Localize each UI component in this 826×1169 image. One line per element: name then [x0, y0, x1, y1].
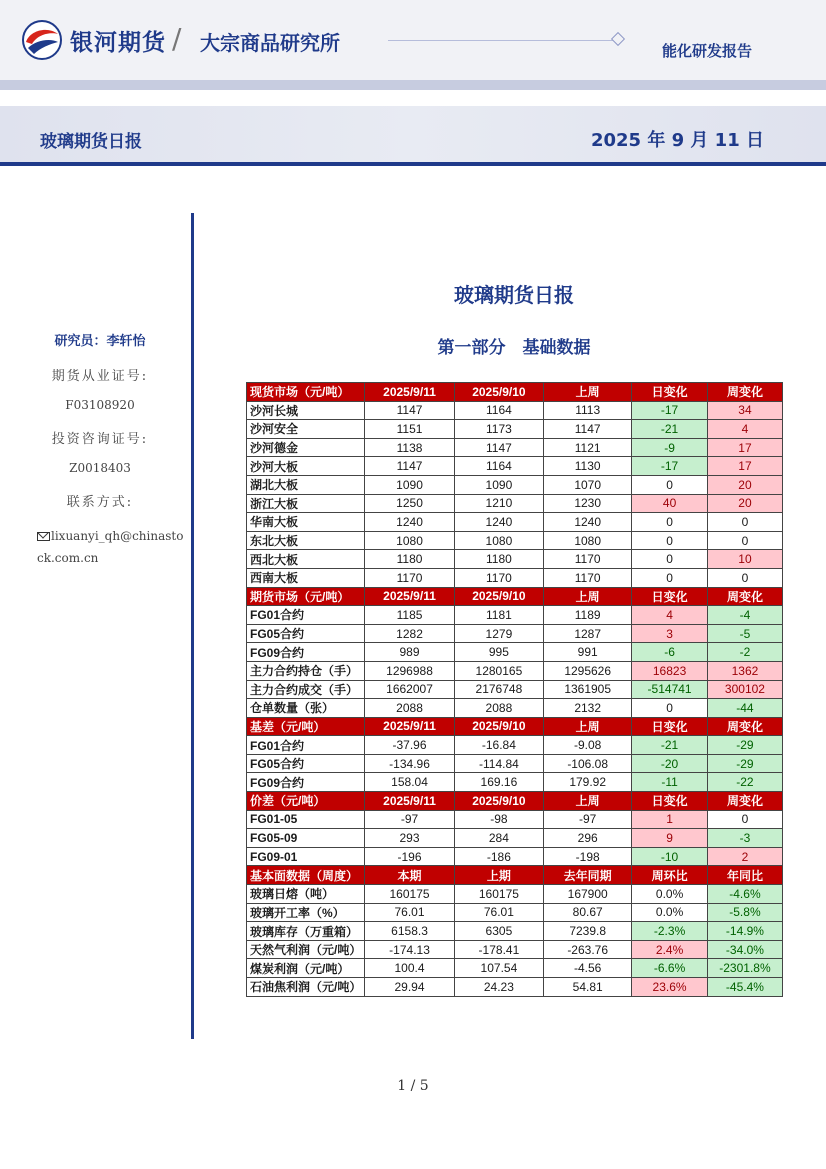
value-cell: 1362 [707, 661, 782, 680]
row-label-cell: FG05合约 [247, 624, 365, 643]
value-cell: 1130 [544, 457, 632, 476]
value-cell: 6158.3 [365, 922, 454, 941]
row-label-cell: 基本面数据（周度） [247, 866, 365, 885]
value-cell: 1240 [365, 513, 454, 532]
row-label-cell: 西北大板 [247, 550, 365, 569]
value-cell: 1240 [454, 513, 543, 532]
value-cell: -45.4% [707, 978, 782, 997]
table-row [247, 475, 783, 494]
value-cell: 周变化 [707, 792, 782, 811]
value-cell: 1173 [454, 420, 543, 439]
value-cell: 2025/9/11 [365, 717, 454, 736]
value-cell: 1147 [454, 438, 543, 457]
value-cell: 1170 [365, 568, 454, 587]
galaxy-logo-icon [20, 20, 64, 60]
value-cell: 上周 [544, 383, 632, 402]
value-cell: 1181 [454, 606, 543, 625]
value-cell: 1147 [365, 401, 454, 420]
value-cell: 107.54 [454, 959, 543, 978]
value-cell: 0 [707, 810, 782, 829]
table-row [247, 438, 783, 457]
value-cell: -98 [454, 810, 543, 829]
value-cell: -21 [632, 420, 708, 439]
value-cell: 2.4% [632, 940, 708, 959]
value-cell: 2025/9/10 [454, 587, 543, 606]
value-cell: 1113 [544, 401, 632, 420]
value-cell: 2088 [365, 699, 454, 718]
value-cell: 1280165 [454, 661, 543, 680]
value-cell: 1147 [544, 420, 632, 439]
institute-name: 大宗商品研究所 [200, 31, 340, 55]
value-cell: -178.41 [454, 940, 543, 959]
value-cell: 1147 [365, 457, 454, 476]
value-cell: -9 [632, 438, 708, 457]
row-label-cell: 华南大板 [247, 513, 365, 532]
value-cell: 1279 [454, 624, 543, 643]
table-row [247, 624, 783, 643]
value-cell: -6 [632, 643, 708, 662]
value-cell: 1180 [365, 550, 454, 569]
value-cell: -16.84 [454, 736, 543, 755]
value-cell: -37.96 [365, 736, 454, 755]
value-cell: 周变化 [707, 717, 782, 736]
row-label-cell: 现货市场（元/吨） [247, 383, 365, 402]
value-cell: 284 [454, 829, 543, 848]
glass-futures-data-table [246, 382, 783, 997]
value-cell: 1080 [365, 531, 454, 550]
table-body [247, 383, 783, 997]
table-row [247, 401, 783, 420]
table-row [247, 457, 783, 476]
row-label-cell: 玻璃日熔（吨） [247, 885, 365, 904]
value-cell: 1230 [544, 494, 632, 513]
table-row [247, 420, 783, 439]
row-label-cell: 基差（元/吨） [247, 717, 365, 736]
consult-value: Z0018403 [69, 461, 131, 475]
value-cell: 去年同期 [544, 866, 632, 885]
value-cell: -44 [707, 699, 782, 718]
row-label-cell: 西南大板 [247, 568, 365, 587]
value-cell: -263.76 [544, 940, 632, 959]
value-cell: 日变化 [632, 717, 708, 736]
table-row [247, 568, 783, 587]
brand-name: 银河期货 [70, 30, 166, 56]
row-label-cell: 天然气利润（元/吨） [247, 940, 365, 959]
contact-label: 联系方式: [66, 495, 134, 510]
value-cell: -5.8% [707, 903, 782, 922]
value-cell: 24.23 [454, 978, 543, 997]
value-cell: 80.67 [544, 903, 632, 922]
value-cell: 179.92 [544, 773, 632, 792]
value-cell: 0 [707, 531, 782, 550]
value-cell: 2025/9/10 [454, 792, 543, 811]
value-cell: 1250 [365, 494, 454, 513]
value-cell: -2 [707, 643, 782, 662]
value-cell: 1090 [454, 475, 543, 494]
value-cell: 1361905 [544, 680, 632, 699]
table-section-header [247, 383, 783, 402]
value-cell: -186 [454, 847, 543, 866]
value-cell: -6.6% [632, 959, 708, 978]
table-row [247, 903, 783, 922]
value-cell: 1170 [544, 550, 632, 569]
email-contact[interactable] [37, 525, 187, 569]
value-cell: 16823 [632, 661, 708, 680]
value-cell: -97 [365, 810, 454, 829]
value-cell: 17 [707, 438, 782, 457]
value-cell: 6305 [454, 922, 543, 941]
value-cell: 2088 [454, 699, 543, 718]
value-cell: 1 [632, 810, 708, 829]
value-cell: -17 [632, 401, 708, 420]
value-cell: -3 [707, 829, 782, 848]
table-row [247, 829, 783, 848]
value-cell: 1240 [544, 513, 632, 532]
table-row [247, 885, 783, 904]
row-label-cell: 湖北大板 [247, 475, 365, 494]
table-row [247, 680, 783, 699]
row-label-cell: 煤炭利润（元/吨） [247, 959, 365, 978]
value-cell: 17 [707, 457, 782, 476]
value-cell: 1170 [544, 568, 632, 587]
value-cell: 2025/9/11 [365, 587, 454, 606]
value-cell: -198 [544, 847, 632, 866]
header-stripe [0, 80, 826, 90]
value-cell: 0.0% [632, 885, 708, 904]
value-cell: -14.9% [707, 922, 782, 941]
value-cell: 7239.8 [544, 922, 632, 941]
row-label-cell: 仓单数量（张） [247, 699, 365, 718]
value-cell: -29 [707, 754, 782, 773]
value-cell: 167900 [544, 885, 632, 904]
value-cell: 1080 [454, 531, 543, 550]
value-cell: 2132 [544, 699, 632, 718]
value-cell: 上周 [544, 587, 632, 606]
document-title: 玻璃期货日报 [454, 283, 574, 307]
author-sidebar [20, 330, 180, 524]
value-cell: -514741 [632, 680, 708, 699]
value-cell: 2025/9/11 [365, 383, 454, 402]
value-cell: 0 [632, 550, 708, 569]
row-label-cell: FG09合约 [247, 773, 365, 792]
report-date: 2025 年 9 月 11 日 [590, 130, 764, 151]
value-cell: 1662007 [365, 680, 454, 699]
value-cell: 日变化 [632, 587, 708, 606]
value-cell: -34.0% [707, 940, 782, 959]
value-cell: 日变化 [632, 383, 708, 402]
value-cell: 本期 [365, 866, 454, 885]
value-cell: 日变化 [632, 792, 708, 811]
license-value: F03108920 [65, 398, 135, 412]
value-cell: -4 [707, 606, 782, 625]
value-cell: 1138 [365, 438, 454, 457]
value-cell: 995 [454, 643, 543, 662]
value-cell: 周环比 [632, 866, 708, 885]
value-cell: 34 [707, 401, 782, 420]
value-cell: -11 [632, 773, 708, 792]
table-section-header [247, 587, 783, 606]
table-row [247, 699, 783, 718]
row-label-cell: FG09合约 [247, 643, 365, 662]
value-cell: 年同比 [707, 866, 782, 885]
value-cell: -17 [632, 457, 708, 476]
value-cell: 160175 [365, 885, 454, 904]
researcher-name: 研究员：李轩怡 [54, 334, 146, 349]
decorative-line [388, 40, 618, 41]
title-underline [0, 162, 826, 166]
row-label-cell: 主力合约持仓（手） [247, 661, 365, 680]
value-cell: 0 [632, 531, 708, 550]
value-cell: 3 [632, 624, 708, 643]
value-cell: 0 [707, 568, 782, 587]
value-cell: 1282 [365, 624, 454, 643]
row-label-cell: 玻璃库存（万重箱） [247, 922, 365, 941]
value-cell: -106.08 [544, 754, 632, 773]
table-row [247, 531, 783, 550]
row-label-cell: 沙河安全 [247, 420, 365, 439]
value-cell: 1295626 [544, 661, 632, 680]
row-label-cell: 东北大板 [247, 531, 365, 550]
table-row [247, 736, 783, 755]
value-cell: 76.01 [454, 903, 543, 922]
value-cell: 1287 [544, 624, 632, 643]
table-row [247, 940, 783, 959]
value-cell: 300102 [707, 680, 782, 699]
value-cell: 1296988 [365, 661, 454, 680]
value-cell: 0 [632, 475, 708, 494]
value-cell: -5 [707, 624, 782, 643]
table-row [247, 773, 783, 792]
value-cell: 上期 [454, 866, 543, 885]
value-cell: 169.16 [454, 773, 543, 792]
value-cell: 4 [707, 420, 782, 439]
value-cell: 23.6% [632, 978, 708, 997]
value-cell: 4 [632, 606, 708, 625]
value-cell: 1121 [544, 438, 632, 457]
section-title: 第一部分 基础数据 [437, 338, 591, 358]
value-cell: -97 [544, 810, 632, 829]
row-label-cell: 玻璃开工率（%） [247, 903, 365, 922]
row-label-cell: 沙河长城 [247, 401, 365, 420]
value-cell: 1090 [365, 475, 454, 494]
value-cell: 293 [365, 829, 454, 848]
value-cell: -114.84 [454, 754, 543, 773]
value-cell: 9 [632, 829, 708, 848]
row-label-cell: 主力合约成交（手） [247, 680, 365, 699]
table-row [247, 922, 783, 941]
value-cell: 上周 [544, 792, 632, 811]
value-cell: 1180 [454, 550, 543, 569]
value-cell: -2.3% [632, 922, 708, 941]
row-label-cell: FG01-05 [247, 810, 365, 829]
table-row [247, 661, 783, 680]
row-label-cell: FG01合约 [247, 736, 365, 755]
row-label-cell: 期货市场（元/吨） [247, 587, 365, 606]
license-label: 期货从业证号: [51, 369, 149, 384]
value-cell: 1210 [454, 494, 543, 513]
value-cell: -4.56 [544, 959, 632, 978]
row-label-cell: FG05合约 [247, 754, 365, 773]
table-row [247, 643, 783, 662]
value-cell: -10 [632, 847, 708, 866]
value-cell: -196 [365, 847, 454, 866]
value-cell: -22 [707, 773, 782, 792]
value-cell: 296 [544, 829, 632, 848]
table-row [247, 754, 783, 773]
table-row [247, 810, 783, 829]
consult-label: 投资咨询证号: [51, 432, 149, 447]
row-label-cell: 价差（元/吨） [247, 792, 365, 811]
value-cell: -9.08 [544, 736, 632, 755]
band-title: 玻璃期货日报 [40, 132, 142, 152]
vertical-divider [191, 213, 194, 1039]
value-cell: 100.4 [365, 959, 454, 978]
table-row [247, 978, 783, 997]
value-cell: 991 [544, 643, 632, 662]
value-cell: 0 [632, 568, 708, 587]
value-cell: 10 [707, 550, 782, 569]
value-cell: -20 [632, 754, 708, 773]
value-cell: -174.13 [365, 940, 454, 959]
table-row [247, 959, 783, 978]
brand-separator: / [172, 22, 182, 55]
mail-icon [37, 532, 50, 541]
value-cell: 周变化 [707, 587, 782, 606]
value-cell: 1151 [365, 420, 454, 439]
value-cell: 0 [632, 699, 708, 718]
value-cell: 0 [632, 513, 708, 532]
row-label-cell: 沙河德金 [247, 438, 365, 457]
value-cell: 0.0% [632, 903, 708, 922]
report-type: 能化研发报告 [661, 42, 752, 60]
value-cell: 40 [632, 494, 708, 513]
row-label-cell: 沙河大板 [247, 457, 365, 476]
page-number: 1 / 5 [397, 1078, 429, 1094]
value-cell: 2025/9/11 [365, 792, 454, 811]
value-cell: 158.04 [365, 773, 454, 792]
value-cell: 1189 [544, 606, 632, 625]
value-cell: 2176748 [454, 680, 543, 699]
value-cell: 1164 [454, 401, 543, 420]
value-cell: 2025/9/10 [454, 717, 543, 736]
value-cell: 54.81 [544, 978, 632, 997]
value-cell: 20 [707, 475, 782, 494]
value-cell: -29 [707, 736, 782, 755]
value-cell: 1070 [544, 475, 632, 494]
value-cell: 2025/9/10 [454, 383, 543, 402]
value-cell: 1185 [365, 606, 454, 625]
row-label-cell: FG09-01 [247, 847, 365, 866]
value-cell: -134.96 [365, 754, 454, 773]
table-row [247, 847, 783, 866]
value-cell: 0 [707, 513, 782, 532]
value-cell: 76.01 [365, 903, 454, 922]
table-row [247, 494, 783, 513]
value-cell: 29.94 [365, 978, 454, 997]
table-row [247, 550, 783, 569]
value-cell: 2 [707, 847, 782, 866]
value-cell: -2301.8% [707, 959, 782, 978]
table-section-header [247, 717, 783, 736]
row-label-cell: 石油焦利润（元/吨） [247, 978, 365, 997]
value-cell: 1080 [544, 531, 632, 550]
email-address[interactable]: lixuanyi_qh@chinastock.com.cn [37, 529, 184, 565]
row-label-cell: FG01合约 [247, 606, 365, 625]
table-row [247, 513, 783, 532]
table-section-header [247, 866, 783, 885]
row-label-cell: 浙江大板 [247, 494, 365, 513]
value-cell: 1164 [454, 457, 543, 476]
value-cell: 160175 [454, 885, 543, 904]
row-label-cell: FG05-09 [247, 829, 365, 848]
value-cell: 1170 [454, 568, 543, 587]
value-cell: 989 [365, 643, 454, 662]
value-cell: 上周 [544, 717, 632, 736]
value-cell: 20 [707, 494, 782, 513]
table-row [247, 606, 783, 625]
table-section-header [247, 792, 783, 811]
value-cell: -4.6% [707, 885, 782, 904]
value-cell: -21 [632, 736, 708, 755]
value-cell: 周变化 [707, 383, 782, 402]
